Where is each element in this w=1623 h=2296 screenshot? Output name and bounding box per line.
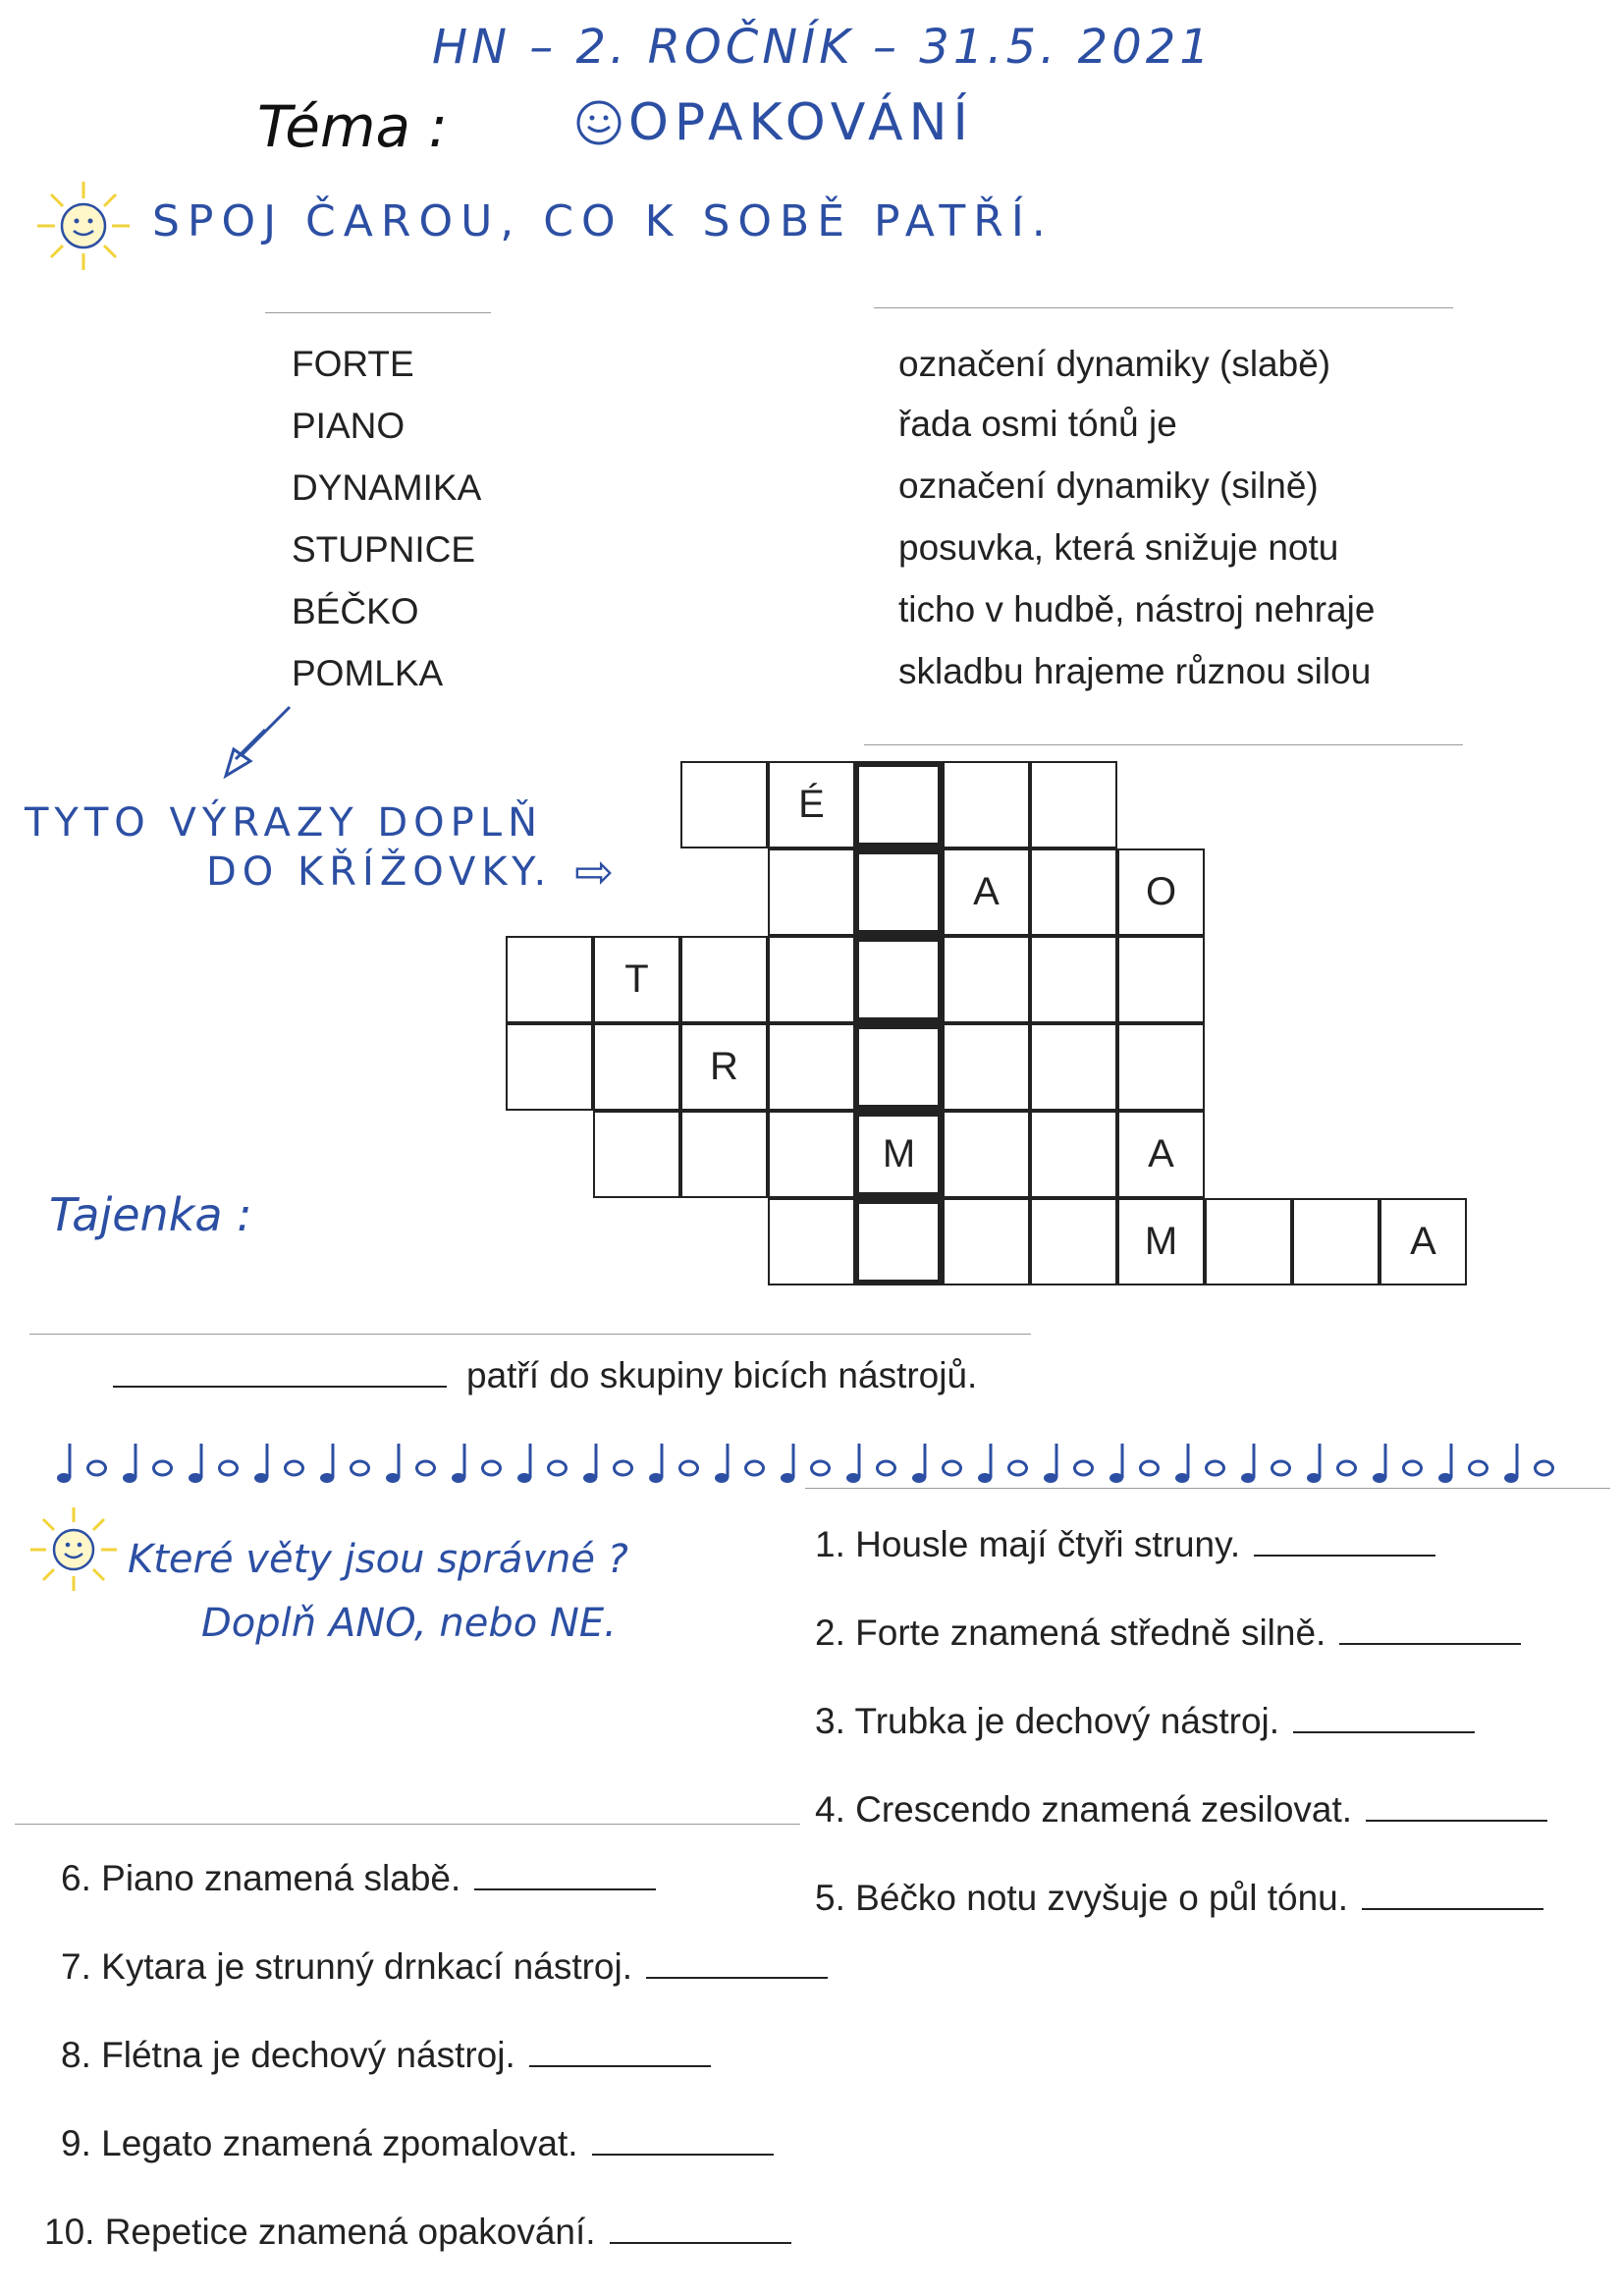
task3-instruction-line1: Které věty jsou správné ? bbox=[128, 1537, 628, 1582]
task2-instruction-line2: DO KŘÍŽOVKY. bbox=[206, 849, 553, 895]
quarter-note-icon bbox=[912, 1444, 926, 1483]
statement-text: 8. Flétna je dechový nástroj. bbox=[61, 2035, 515, 2075]
whole-note-icon bbox=[944, 1461, 961, 1475]
term-dynamika: DYNAMIKA bbox=[292, 467, 482, 508]
whole-note-icon bbox=[549, 1461, 567, 1475]
crossword-cell[interactable]: A bbox=[1117, 1111, 1205, 1198]
secret-label: Tajenka : bbox=[49, 1188, 252, 1241]
crossword-cell[interactable] bbox=[680, 1111, 768, 1198]
crossword-cell[interactable] bbox=[1030, 1198, 1117, 1285]
divider bbox=[15, 1824, 800, 1825]
whole-note-icon bbox=[812, 1461, 830, 1475]
task1-instruction: SPOJ ČAROU, CO K SOBĚ PATŘÍ. bbox=[152, 196, 1054, 246]
quarter-note-icon bbox=[452, 1444, 465, 1483]
quarter-note-icon bbox=[846, 1444, 860, 1483]
quarter-note-icon bbox=[189, 1444, 202, 1483]
statement-text: 4. Crescendo znamená zesilovat. bbox=[815, 1789, 1353, 1830]
answer-field[interactable] bbox=[1254, 1554, 1435, 1557]
quarter-note-icon bbox=[1373, 1444, 1386, 1483]
definition-item: skladbu hrajeme různou silou bbox=[898, 651, 1372, 691]
quarter-note-icon bbox=[320, 1444, 334, 1483]
crossword-cell[interactable] bbox=[768, 848, 855, 936]
header-date-line: HN – 2. ROČNÍK – 31.5. 2021 bbox=[432, 20, 1214, 75]
term-becko: BÉČKO bbox=[292, 591, 419, 631]
divider bbox=[265, 312, 491, 313]
whole-note-icon bbox=[352, 1461, 369, 1475]
quarter-note-icon bbox=[1241, 1444, 1255, 1483]
definition-item: ticho v hudbě, nástroj nehraje bbox=[898, 589, 1376, 629]
secret-column-cell bbox=[853, 761, 944, 848]
crossword-cell[interactable]: M bbox=[855, 1111, 943, 1198]
pencil-arrow-icon bbox=[206, 702, 295, 785]
quarter-note-icon bbox=[583, 1444, 597, 1483]
statement-text: 5. Béčko notu zvyšuje o půl tónu. bbox=[815, 1878, 1349, 1918]
secret-column-cell bbox=[853, 1023, 944, 1111]
crossword-cell[interactable] bbox=[1030, 936, 1117, 1023]
statement-3 bbox=[815, 1701, 1475, 1742]
quarter-note-icon bbox=[1175, 1444, 1189, 1483]
crossword-cell[interactable]: M bbox=[1117, 1198, 1205, 1285]
whole-note-icon bbox=[1207, 1461, 1224, 1475]
sun-icon bbox=[25, 1503, 123, 1601]
statement-text: 7. Kytara je strunný drnkací nástroj. bbox=[61, 1946, 632, 1987]
quarter-note-icon bbox=[254, 1444, 268, 1483]
quarter-note-icon bbox=[1044, 1444, 1057, 1483]
quarter-note-icon bbox=[649, 1444, 663, 1483]
answer-field[interactable] bbox=[1339, 1642, 1521, 1645]
crossword-cell[interactable] bbox=[1030, 761, 1117, 848]
quarter-note-icon bbox=[1504, 1444, 1518, 1483]
secret-column-cell bbox=[853, 1198, 944, 1285]
crossword-cell[interactable]: R bbox=[680, 1023, 768, 1111]
whole-note-icon bbox=[220, 1461, 238, 1475]
whole-note-icon bbox=[1470, 1461, 1488, 1475]
term-forte: FORTE bbox=[292, 344, 414, 384]
crossword-cell[interactable] bbox=[680, 761, 768, 848]
crossword-cell[interactable] bbox=[1117, 936, 1205, 1023]
answer-field[interactable] bbox=[646, 1976, 828, 1979]
statement-6 bbox=[61, 1858, 656, 1899]
whole-note-icon bbox=[1338, 1461, 1356, 1475]
crossword-cell[interactable] bbox=[768, 1111, 855, 1198]
sun-icon bbox=[29, 177, 137, 280]
crossword-cell[interactable] bbox=[506, 1023, 593, 1111]
term-stupnice: STUPNICE bbox=[292, 529, 476, 570]
whole-note-icon bbox=[746, 1461, 764, 1475]
crossword-cell[interactable] bbox=[680, 936, 768, 1023]
whole-note-icon bbox=[1141, 1461, 1159, 1475]
crossword-cell[interactable]: É bbox=[768, 761, 855, 848]
secret-sentence-text: patří do skupiny bicích nástrojů. bbox=[466, 1355, 978, 1395]
statement-10 bbox=[44, 2212, 791, 2253]
whole-note-icon bbox=[286, 1461, 303, 1475]
secret-column-cell bbox=[853, 936, 944, 1023]
statement-text: 2. Forte znamená středně silně. bbox=[815, 1613, 1326, 1653]
crossword-cell[interactable] bbox=[1292, 1198, 1380, 1285]
statement-4 bbox=[815, 1789, 1547, 1831]
crossword-cell[interactable] bbox=[1205, 1198, 1292, 1285]
note-row-drawing bbox=[54, 1434, 1586, 1493]
crossword-cell[interactable] bbox=[506, 936, 593, 1023]
crossword-cell[interactable] bbox=[943, 1023, 1030, 1111]
task3-instruction-line2: Doplň ANO, nebo NE. bbox=[201, 1601, 617, 1646]
crossword-cell[interactable] bbox=[943, 1111, 1030, 1198]
definition-item: označení dynamiky (slabě) bbox=[898, 344, 1331, 384]
whole-note-icon bbox=[417, 1461, 435, 1475]
whole-note-icon bbox=[615, 1461, 632, 1475]
secret-answer-field[interactable] bbox=[113, 1385, 447, 1388]
crossword-cell[interactable] bbox=[768, 936, 855, 1023]
term-pomlka: POMLKA bbox=[292, 653, 444, 693]
crossword-cell[interactable]: O bbox=[1117, 848, 1205, 936]
statement-text: 9. Legato znamená zpomalovat. bbox=[61, 2123, 578, 2163]
term-piano: PIANO bbox=[292, 406, 406, 446]
task2-instruction-line1: TYTO VÝRAZY DOPLŇ bbox=[25, 800, 543, 846]
quarter-note-icon bbox=[386, 1444, 400, 1483]
whole-note-icon bbox=[878, 1461, 895, 1475]
quarter-note-icon bbox=[781, 1444, 794, 1483]
whole-note-icon bbox=[1075, 1461, 1093, 1475]
statement-5 bbox=[815, 1878, 1543, 1919]
answer-field[interactable] bbox=[474, 1887, 656, 1890]
topic-label: Téma : bbox=[257, 93, 448, 160]
quarter-note-icon bbox=[517, 1444, 531, 1483]
divider bbox=[29, 1334, 1031, 1335]
whole-note-icon bbox=[154, 1461, 172, 1475]
definition-item: označení dynamiky (silně) bbox=[898, 465, 1319, 506]
definition-item: řada osmi tónů je bbox=[898, 404, 1177, 444]
definition-item: posuvka, která snižuje notu bbox=[898, 527, 1339, 568]
secret-sentence bbox=[113, 1355, 977, 1396]
crossword-cell[interactable] bbox=[943, 761, 1030, 848]
quarter-note-icon bbox=[1438, 1444, 1452, 1483]
answer-field[interactable] bbox=[1362, 1907, 1543, 1910]
crossword-cell[interactable] bbox=[593, 1111, 680, 1198]
crossword-cell[interactable] bbox=[1117, 1023, 1205, 1111]
secret-column-cell bbox=[853, 848, 944, 936]
smiley-icon bbox=[574, 98, 623, 151]
statement-9 bbox=[61, 2123, 774, 2164]
quarter-note-icon bbox=[1109, 1444, 1123, 1483]
right-arrow-icon: ⇨ bbox=[574, 845, 615, 900]
divider bbox=[874, 307, 1453, 308]
statement-text: 1. Housle mají čtyři struny. bbox=[815, 1524, 1241, 1564]
whole-note-icon bbox=[88, 1461, 106, 1475]
statement-text: 3. Trubka je dechový nástroj. bbox=[815, 1701, 1280, 1741]
whole-note-icon bbox=[1404, 1461, 1422, 1475]
crossword-cell[interactable] bbox=[768, 1198, 855, 1285]
whole-note-icon bbox=[483, 1461, 501, 1475]
quarter-note-icon bbox=[1307, 1444, 1321, 1483]
statement-text: 6. Piano znamená slabě. bbox=[61, 1858, 461, 1898]
topic-title: OPAKOVÁNÍ bbox=[628, 93, 974, 152]
divider bbox=[805, 1488, 1610, 1489]
statement-2 bbox=[815, 1613, 1521, 1654]
statement-7 bbox=[61, 1946, 828, 1988]
answer-field[interactable] bbox=[1293, 1730, 1475, 1733]
statement-text: 10. Repetice znamená opakování. bbox=[44, 2212, 596, 2252]
whole-note-icon bbox=[680, 1461, 698, 1475]
crossword-cell[interactable]: A bbox=[943, 848, 1030, 936]
statement-1 bbox=[815, 1524, 1435, 1565]
whole-note-icon bbox=[1272, 1461, 1290, 1475]
crossword-cell[interactable] bbox=[593, 1023, 680, 1111]
statement-8 bbox=[61, 2035, 711, 2076]
quarter-note-icon bbox=[123, 1444, 136, 1483]
whole-note-icon bbox=[1536, 1461, 1553, 1475]
crossword-cell[interactable]: T bbox=[593, 936, 680, 1023]
crossword-cell[interactable] bbox=[768, 1023, 855, 1111]
answer-field[interactable] bbox=[1366, 1819, 1547, 1822]
quarter-note-icon bbox=[57, 1444, 71, 1483]
crossword-cell[interactable] bbox=[1030, 848, 1117, 936]
quarter-note-icon bbox=[715, 1444, 729, 1483]
secret-column-cell bbox=[853, 1111, 944, 1198]
crossword-cell[interactable] bbox=[1030, 1111, 1117, 1198]
whole-note-icon bbox=[1009, 1461, 1027, 1475]
quarter-note-icon bbox=[978, 1444, 992, 1483]
divider bbox=[864, 744, 1463, 745]
answer-field[interactable] bbox=[592, 2153, 774, 2156]
crossword-cell[interactable]: A bbox=[1380, 1198, 1467, 1285]
answer-field[interactable] bbox=[610, 2241, 791, 2244]
answer-field[interactable] bbox=[529, 2064, 711, 2067]
crossword-cell[interactable] bbox=[943, 936, 1030, 1023]
crossword-cell[interactable] bbox=[943, 1198, 1030, 1285]
crossword-cell[interactable] bbox=[1030, 1023, 1117, 1111]
